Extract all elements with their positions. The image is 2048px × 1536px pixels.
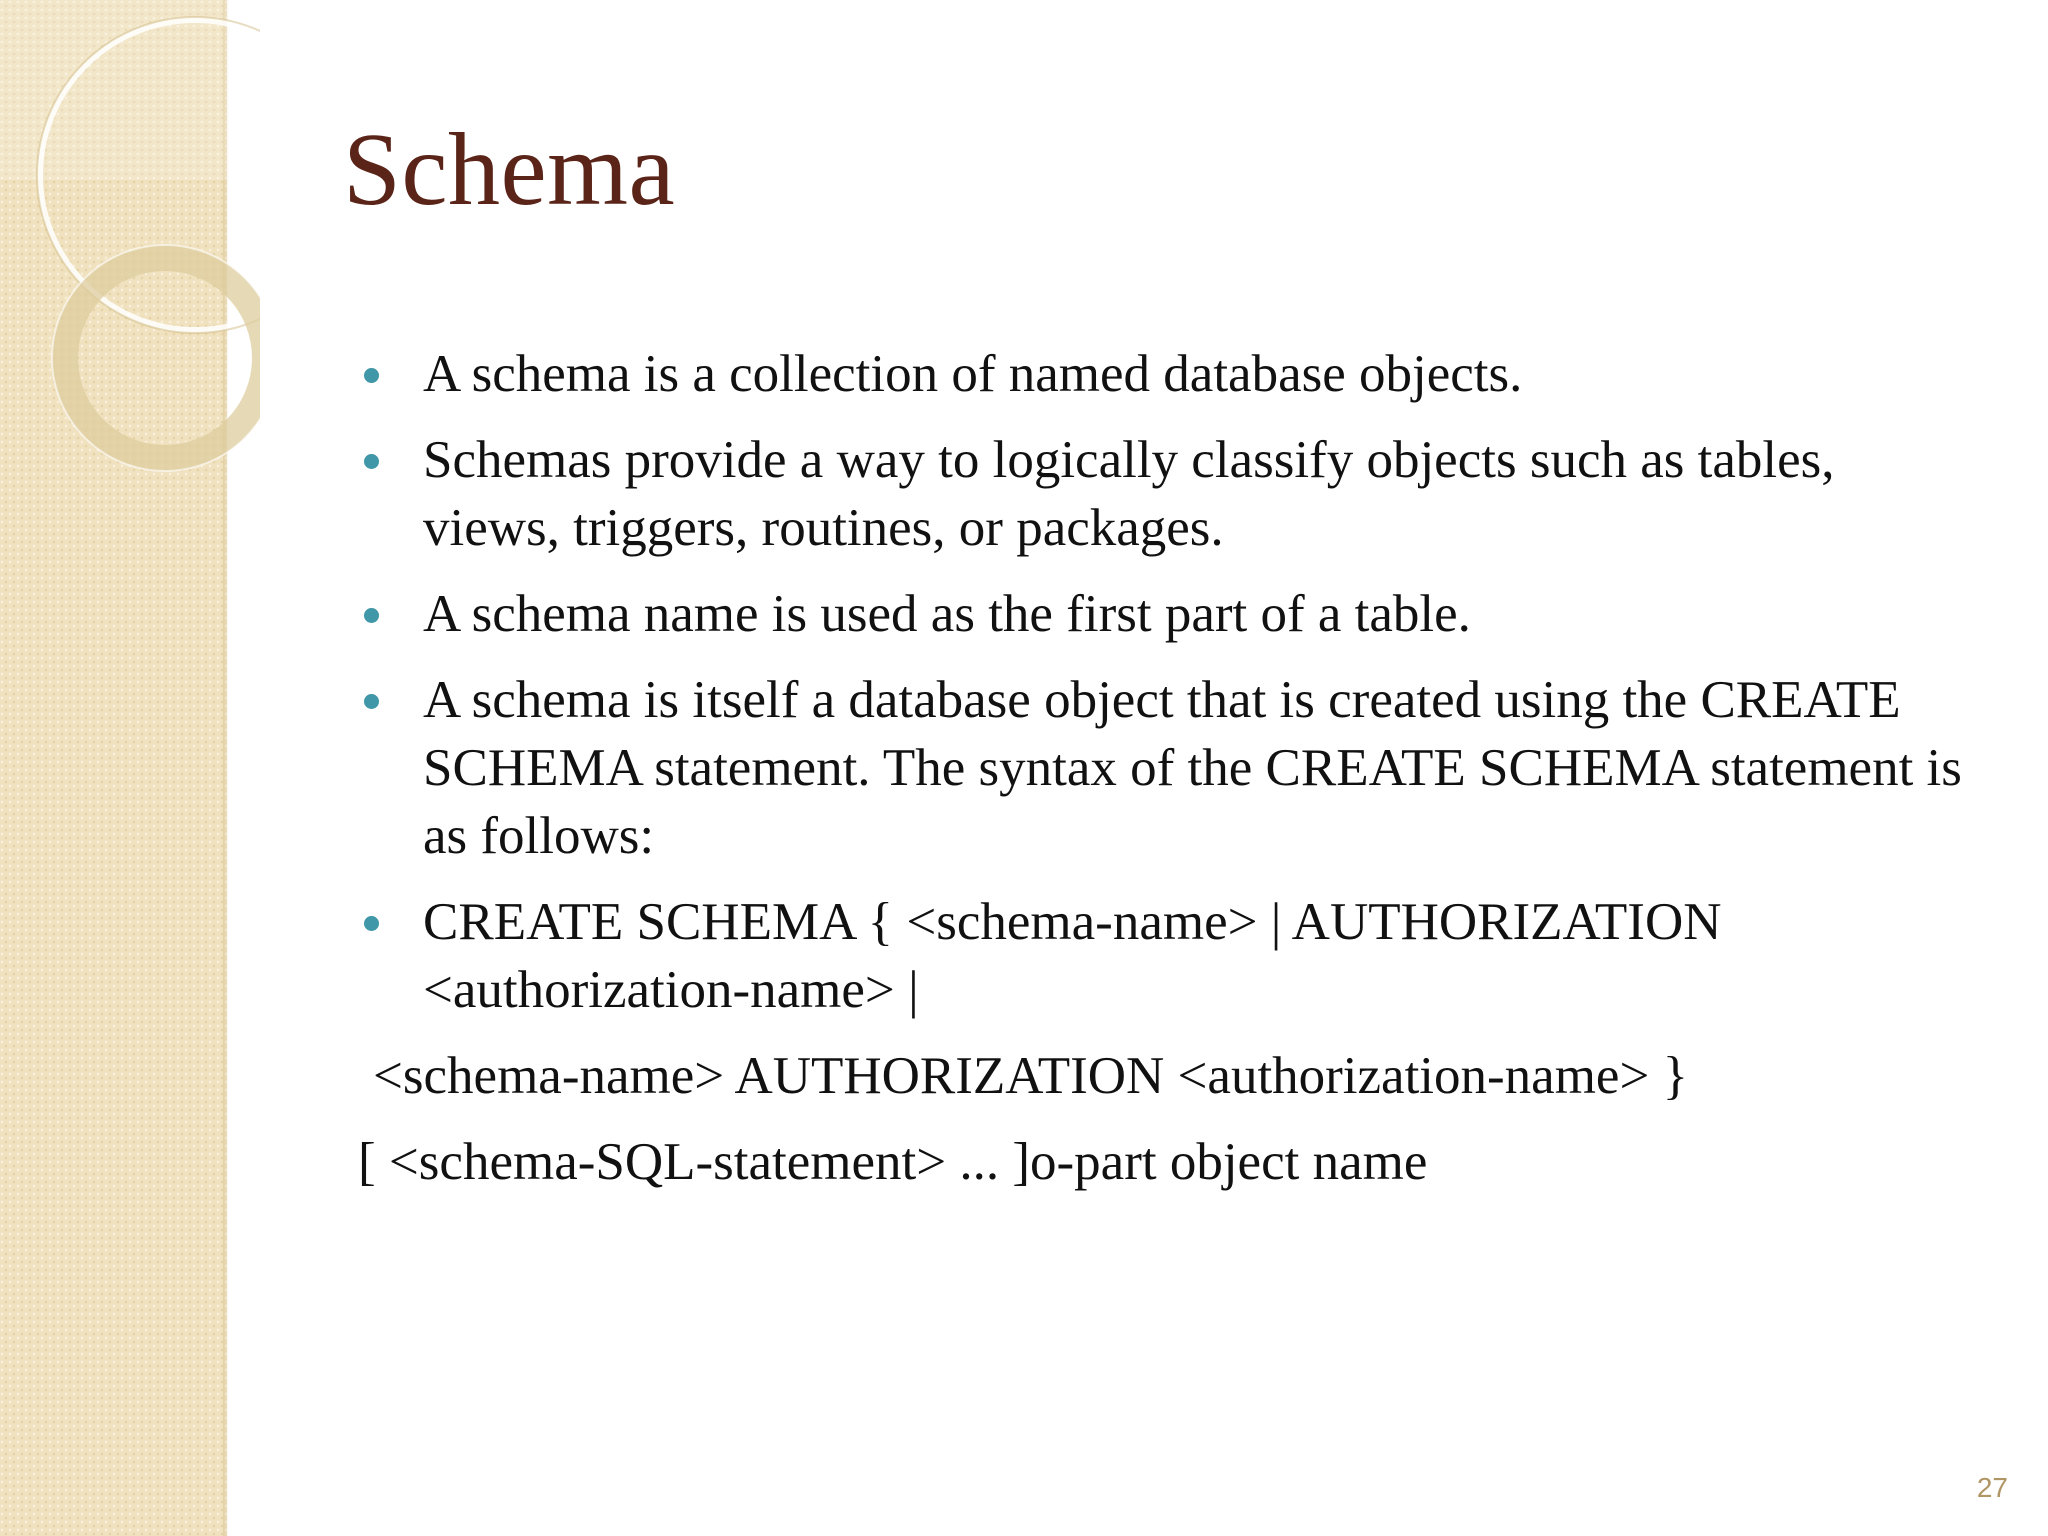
decorative-highlight <box>0 0 227 180</box>
decorative-ring-small <box>65 258 260 458</box>
bullet-text: A schema is a collection of named database objects. <box>423 345 1523 403</box>
bullet-item <box>358 666 1978 870</box>
bullet-list <box>358 340 1978 1024</box>
bullet-text: Schemas provide a way to logically classify objects such as tables, views, triggers, routines, or packages. <box>423 431 1835 557</box>
bullet-text: A schema is itself a database object that is created using the CREATE SCHEMA statement. The syntax of the CREATE SCHEMA statement is as follows: <box>423 671 1962 865</box>
bullet-dot-icon <box>364 608 379 623</box>
syntax-continuation-line: <schema-name> AUTHORIZATION <authorization-name> } <box>373 1047 1689 1105</box>
bullet-item <box>358 340 1978 408</box>
bullet-dot-icon <box>364 916 379 931</box>
slide-title: Schema <box>343 112 676 227</box>
bullet-text: A schema name is used as the first part of a table. <box>423 585 1471 643</box>
bullet-dot-icon <box>364 454 379 469</box>
bullet-item <box>358 888 1978 1024</box>
page-number: 27 <box>1976 1472 2008 1503</box>
syntax-continuation-line: [ <schema-SQL-statement> ... ]o-part object name <box>358 1133 1428 1191</box>
bullet-text: CREATE SCHEMA { <schema-name> | AUTHORIZATION <authorization-name> | <box>423 893 1722 1019</box>
bullet-dot-icon <box>364 368 379 383</box>
decorative-rings <box>0 0 260 500</box>
bullet-item <box>358 580 1978 648</box>
slide-body <box>358 340 1978 1214</box>
bullet-dot-icon <box>364 694 379 709</box>
bullet-item <box>358 426 1978 562</box>
